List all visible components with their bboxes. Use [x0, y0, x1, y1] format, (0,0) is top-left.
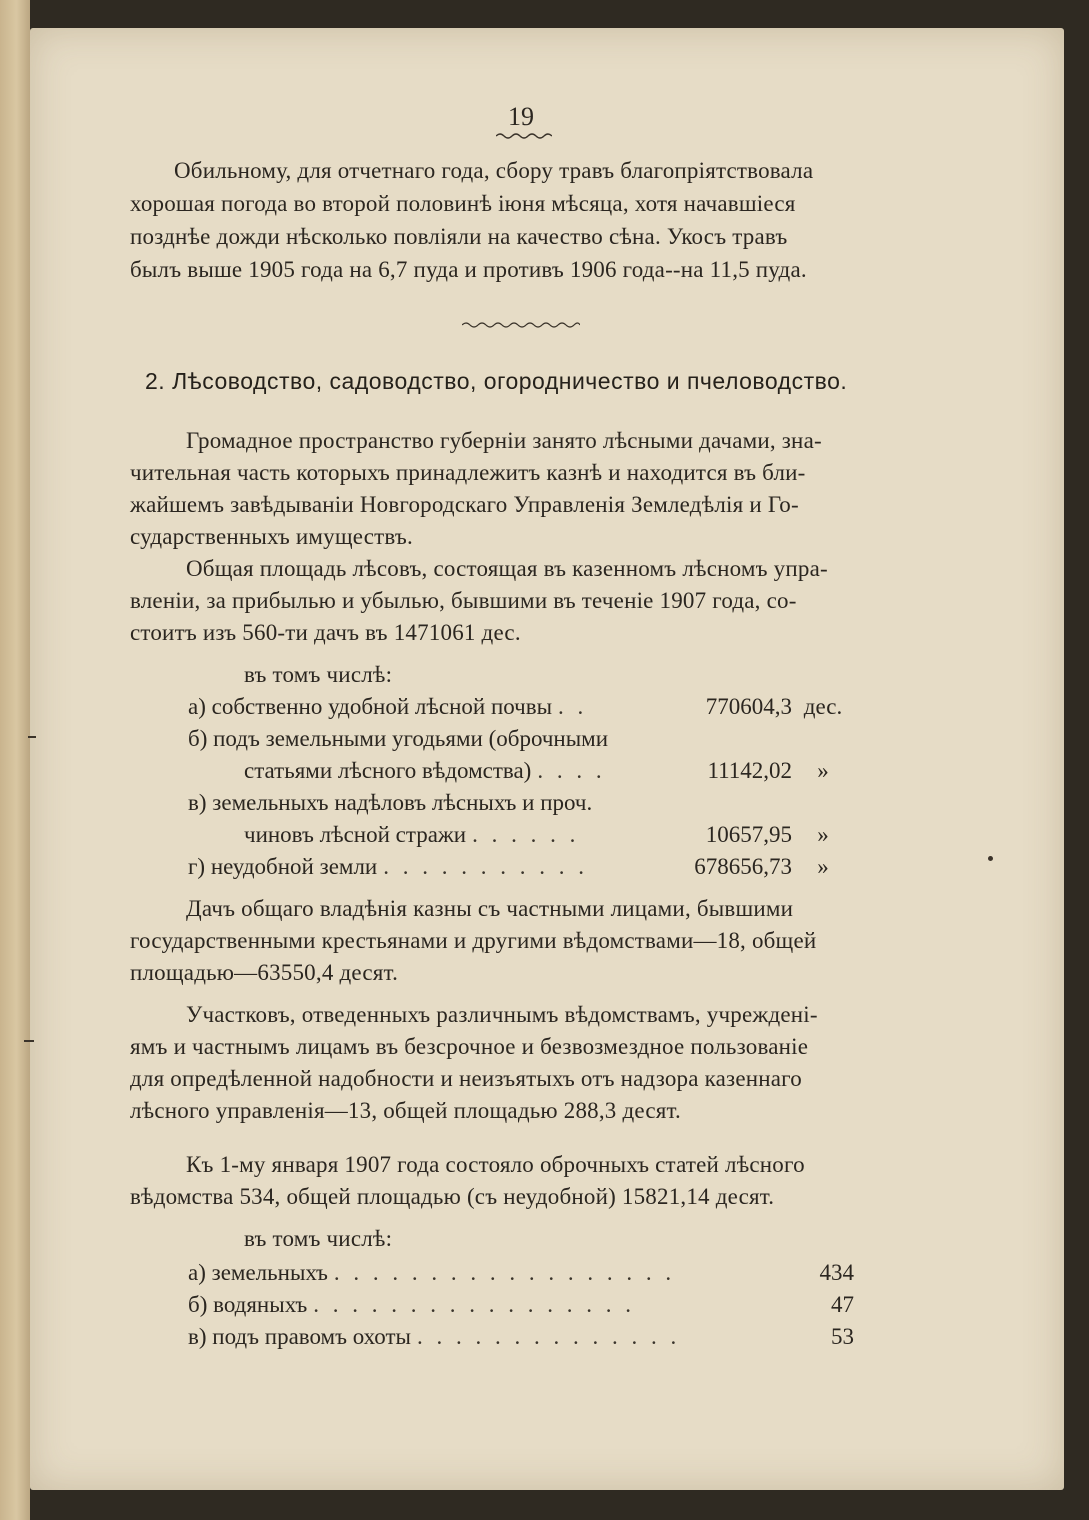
intro-line: Обильному, для отчетнаго года, сбору травъ благопріятствовала	[174, 158, 814, 183]
paragraph-line: Участковъ, отведенныхъ различнымъ вѣдомствамъ, учреждені-	[186, 1002, 818, 1027]
item-label: а) земельныхъ	[188, 1260, 328, 1285]
intro-line: былъ выше 1905 года на 6,7 пуда и противъ 1906 года--на 11,5 пуда.	[130, 257, 807, 282]
item-value: 53	[831, 1324, 854, 1349]
margin-tick	[24, 1040, 34, 1042]
paragraph-line: вленіи, за прибылью и убылью, бывшими въ теченіе 1907 года, со-	[130, 588, 797, 613]
forest-item-row	[188, 790, 592, 816]
paragraph-line: для опредѣленной надобности и неизъятыхъ отъ надзора казеннаго	[130, 1066, 802, 1091]
obrok-item-row	[188, 1324, 854, 1350]
paragraph-line: Громадное пространство губерніи занято лѣсными дачами, зна-	[186, 428, 822, 453]
intro-line: позднѣе дожди нѣсколько повліяли на качество сѣна. Укосъ травъ	[130, 224, 788, 249]
leader-dots: . . . . . . . . . . . . . .	[417, 1324, 681, 1349]
paragraph-line: лѣсного управленія—13, общей площадью 288,3 десят.	[130, 1098, 681, 1123]
paragraph-line: стоитъ изъ 560-ти дачъ въ 1471061 дес.	[130, 620, 521, 645]
obrok-item-row	[188, 1292, 854, 1318]
margin-tick	[28, 736, 36, 738]
item-unit: дес.	[803, 694, 843, 719]
leader-dots: . .	[558, 694, 588, 719]
page-number: 19	[508, 102, 534, 131]
obrok-item-row	[188, 1260, 854, 1286]
forest-item-row	[188, 726, 608, 752]
forest-item-row	[188, 854, 854, 880]
forest-item-row	[188, 694, 854, 720]
forest-item-row	[244, 822, 854, 848]
item-label: б) подъ земельными угодьями (оброчными	[188, 726, 609, 751]
paragraph-line: государственными крестьянами и другими вѣдомствами—18, общей	[130, 928, 817, 953]
list-intro: въ томъ числѣ:	[244, 1226, 393, 1251]
leader-dots: . . . . . . . . . . . . . . . . .	[313, 1292, 635, 1317]
item-label: г) неудобной земли	[188, 854, 378, 879]
item-label: чиновъ лѣсной стражи	[244, 822, 467, 847]
paragraph-line: площадью—63550,4 десят.	[130, 960, 399, 985]
item-label: в) земельныхъ надѣловъ лѣсныхъ и проч.	[188, 790, 593, 815]
paragraph-line: вѣдомства 534, общей площадью (съ неудобной) 15821,14 десят.	[130, 1184, 775, 1209]
leader-dots: . . . . . . . . . . . . . . . . . .	[333, 1260, 676, 1285]
item-label: б) водяныхъ	[188, 1292, 308, 1317]
paragraph-line: сударственныхъ имуществъ.	[130, 524, 413, 549]
wave-separator-icon	[462, 320, 580, 330]
paragraph-line: Общая площадь лѣсовъ, состоящая въ казенномъ лѣсномъ упра-	[186, 556, 828, 581]
item-label: в) подъ правомъ охоты	[188, 1324, 411, 1349]
wave-ornament-icon	[496, 132, 552, 140]
item-value: 678656,73	[694, 854, 792, 879]
paragraph-line: Къ 1-му января 1907 года состояло оброчныхъ статей лѣсного	[186, 1152, 805, 1177]
forest-item-row	[244, 758, 854, 784]
list-intro: въ томъ числѣ:	[244, 662, 393, 687]
margin-dot	[988, 856, 993, 861]
item-unit: »	[817, 854, 829, 879]
leader-dots: . . . . . . . . . . .	[383, 854, 588, 879]
leader-dots: . . . . . .	[472, 822, 580, 847]
leader-dots: . . . .	[537, 758, 606, 783]
paragraph-line: Дачъ общаго владѣнія казны съ частными лицами, бывшими	[186, 896, 794, 921]
item-value: 770604,3	[705, 694, 792, 719]
section-heading: 2. Лѣсоводство, садоводство, огородничество и пчеловодство.	[145, 368, 848, 394]
item-value: 47	[831, 1292, 854, 1317]
item-value: 11142,02	[707, 758, 792, 783]
document-page	[30, 28, 1064, 1490]
intro-line: хорошая погода во второй половинѣ іюня мѣсяца, хотя начавшіеся	[130, 191, 796, 216]
item-unit: »	[817, 822, 829, 847]
item-label: статьями лѣсного вѣдомства)	[244, 758, 532, 783]
item-value: 10657,95	[705, 822, 792, 847]
paragraph-line: чительная часть которыхъ принадлежитъ казнѣ и находится въ бли-	[130, 460, 806, 485]
item-value: 434	[819, 1260, 854, 1285]
item-label: а) собственно удобной лѣсной почвы	[188, 694, 553, 719]
previous-page-edge	[0, 0, 30, 1520]
item-unit: »	[817, 758, 829, 783]
paragraph-line: ямъ и частнымъ лицамъ въ безсрочное и безвозмездное пользованіе	[130, 1034, 809, 1059]
paragraph-line: жайшемъ завѣдываніи Новгородскаго Управленія Земледѣлія и Го-	[130, 492, 799, 517]
